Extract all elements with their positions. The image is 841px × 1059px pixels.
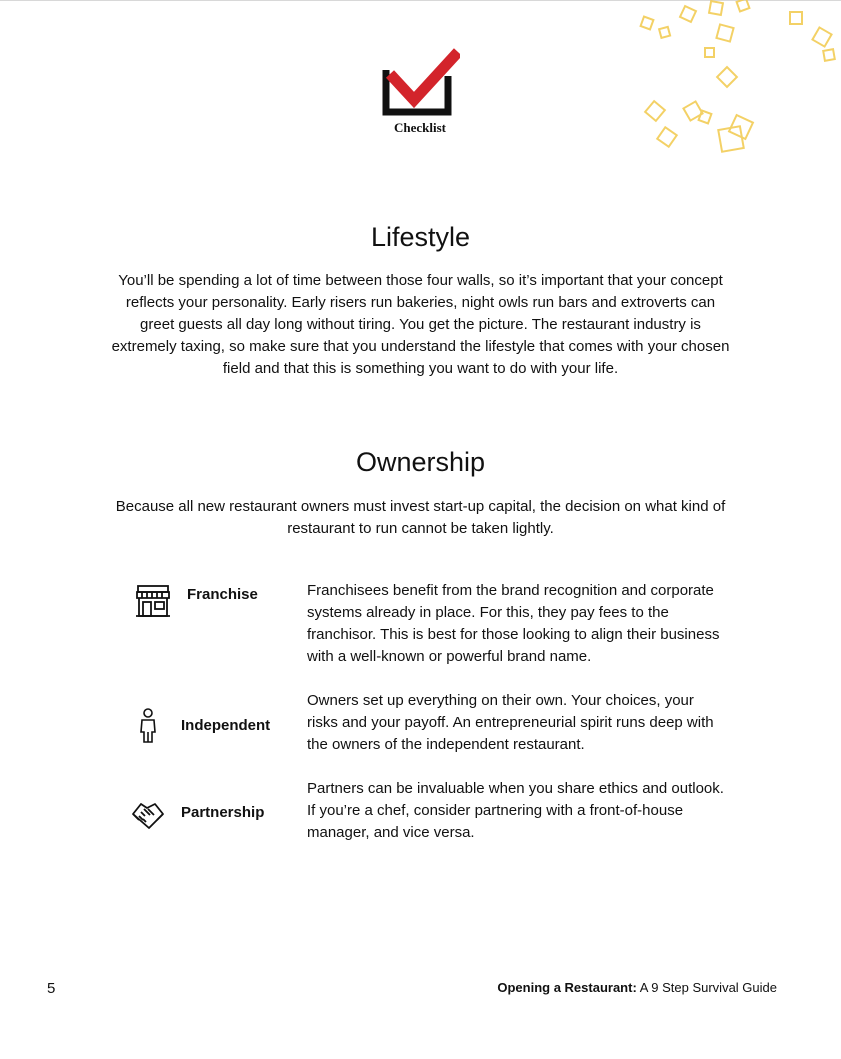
footer-title-rest: A 9 Step Survival Guide bbox=[639, 980, 777, 995]
independent-description: Owners set up everything on their own. Your choices, your risks and your payoff. An entrepreneurial spirit runs deep with the owners of the independent restaurant. bbox=[307, 692, 714, 753]
checklist-logo bbox=[380, 46, 460, 138]
franchise-description: Franchisees benefit from the brand recognition and corporate systems already in place. For this, they pay fees to the franchisor. This is best for those looking to align their business with a well-known or powerful brand name. bbox=[307, 582, 720, 665]
person-icon bbox=[138, 708, 158, 744]
lifestyle-heading: Lifestyle bbox=[370, 222, 471, 252]
ownership-heading: Ownership bbox=[355, 447, 486, 477]
lifestyle-body: You’ll be spending a lot of time between those four walls, so it’s important that your concept reflects your personality. Early risers run bakeries, night owls run bars and extroverts can greet guests all day long without tiring. You get the picture. The restaurant industry is extremely taxing, so make sure that you understand the lifestyle that comes with your chosen field and that this is something you want to do with your life. bbox=[111, 272, 730, 377]
logo-label: Checklist bbox=[394, 120, 446, 135]
independent-label: Independent bbox=[181, 717, 271, 734]
franchise-label: Franchise bbox=[187, 586, 258, 603]
handshake-icon bbox=[131, 800, 165, 832]
footer-title bbox=[497, 980, 777, 995]
storefront-icon bbox=[135, 584, 171, 618]
ownership-intro: Because all new restaurant owners must invest start-up capital, the decision on what kind of restaurant to run cannot be taken lightly. bbox=[115, 498, 726, 537]
confetti-squares-icon bbox=[620, 0, 841, 160]
partnership-label: Partnership bbox=[181, 804, 265, 821]
page-number: 5 bbox=[47, 980, 56, 997]
checkmark-box-icon bbox=[380, 46, 460, 118]
partnership-description: Partners can be invaluable when you share ethics and outlook. If you’re a chef, consider partnering with a front-of-house manager, and vice versa. bbox=[307, 780, 724, 841]
footer-title-bold: Opening a Restaurant: bbox=[497, 980, 637, 995]
